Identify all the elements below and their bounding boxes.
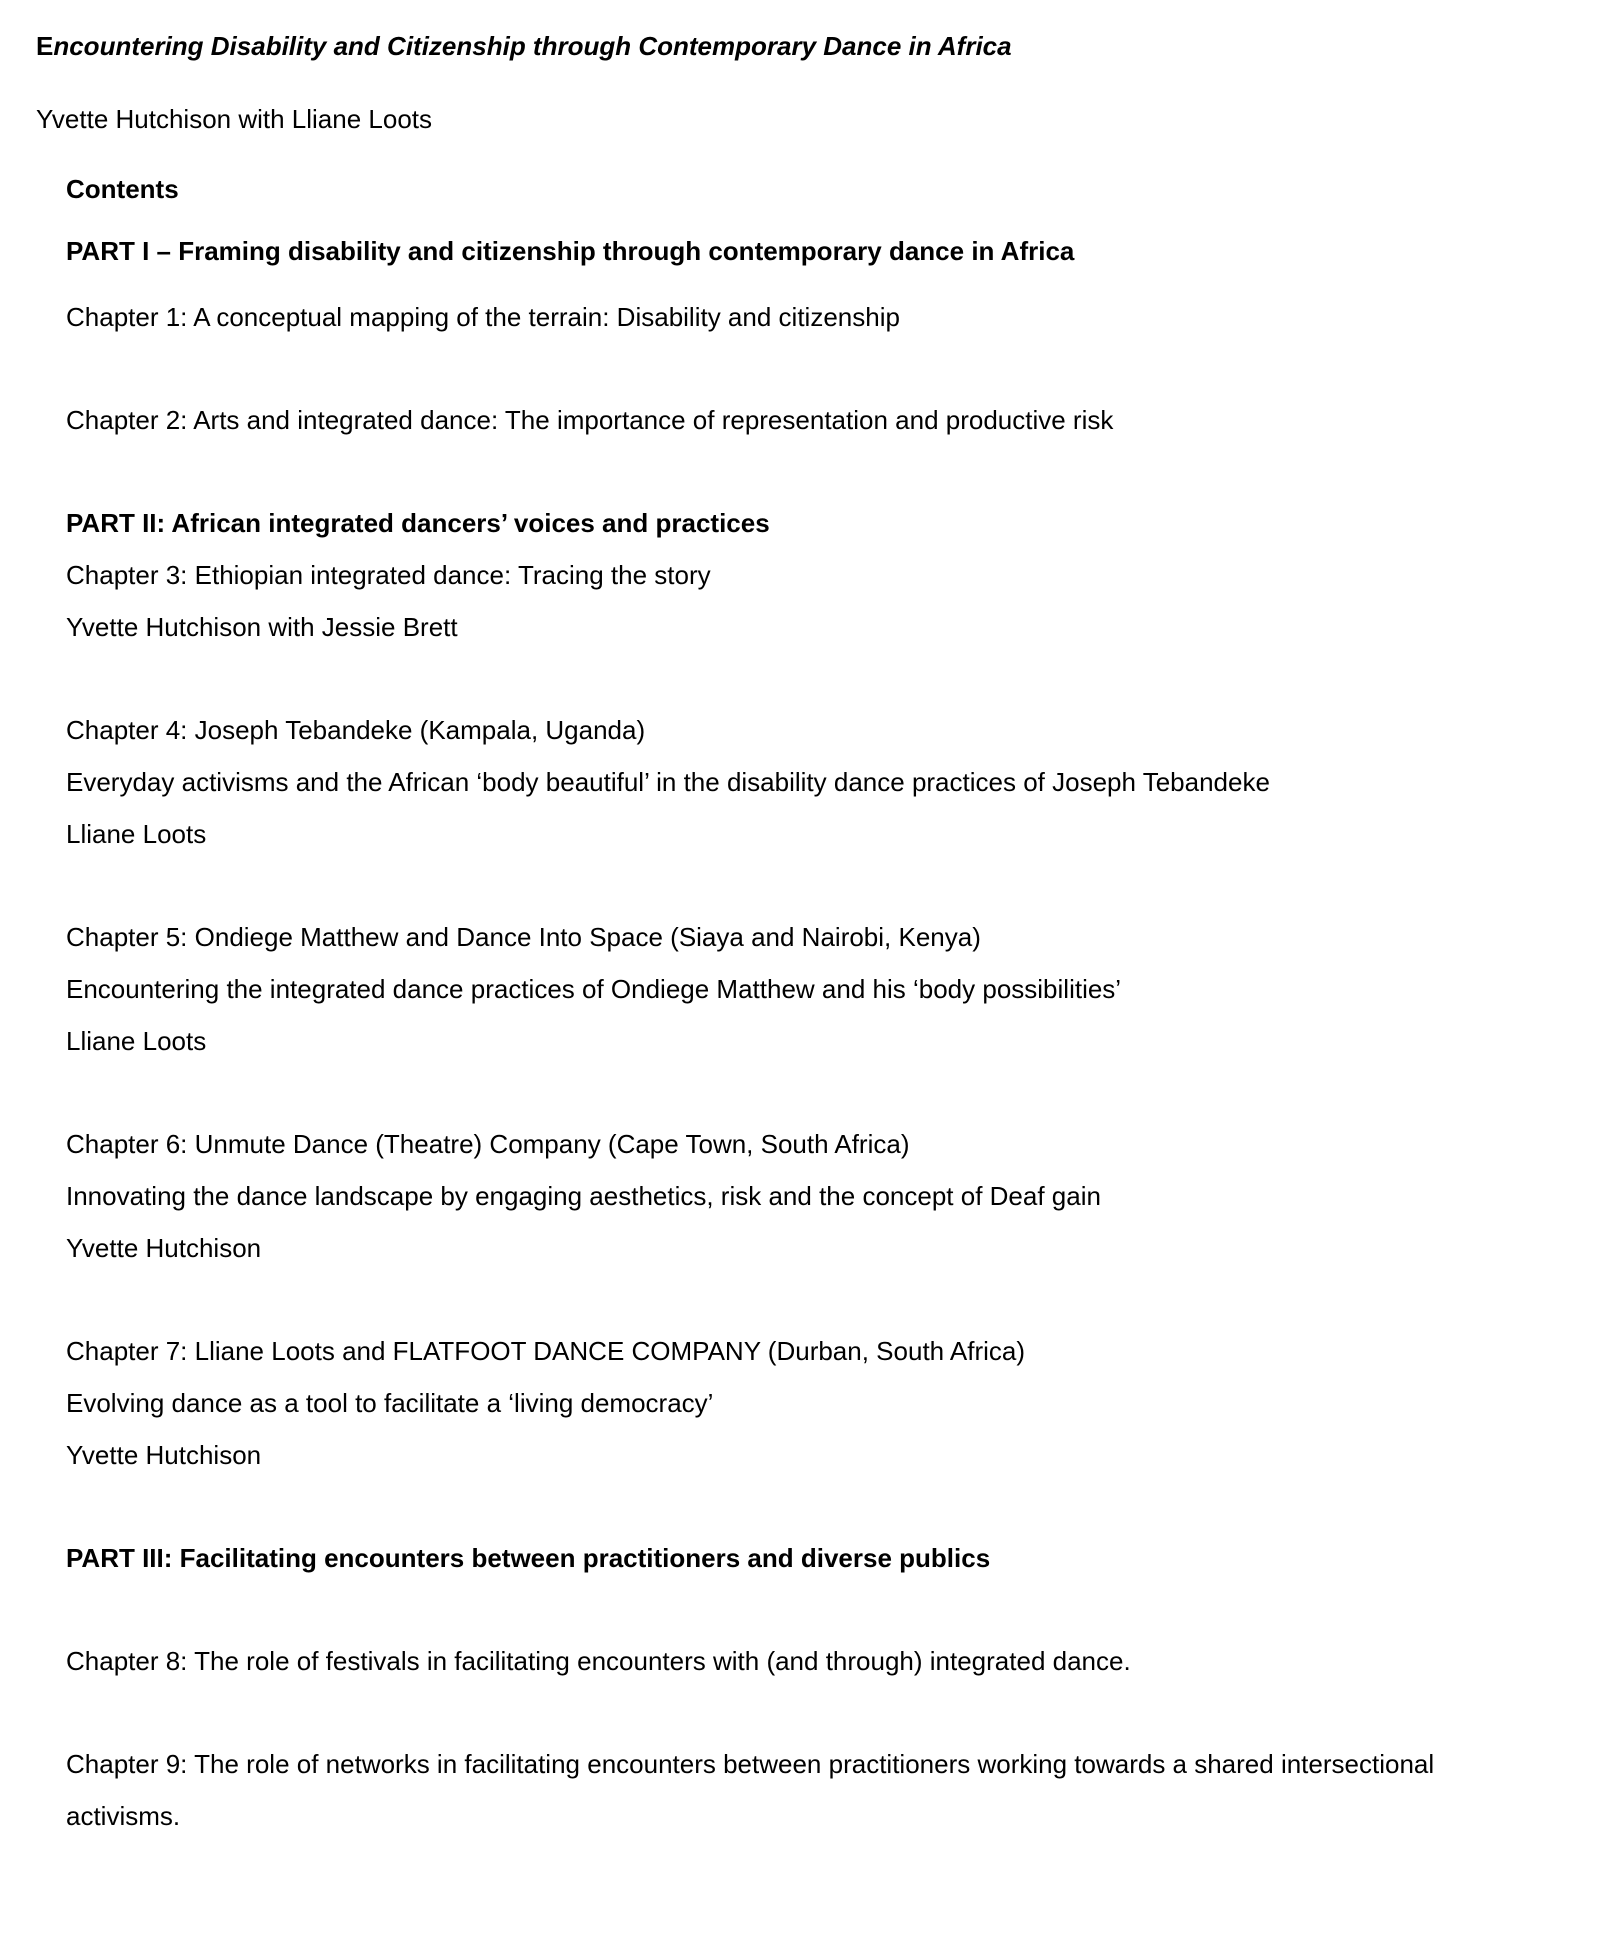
chapter-5-entry: Chapter 5: Ondiege Matthew and Dance Into Space (Siaya and Nairobi, Kenya) bbox=[66, 922, 981, 952]
chapter-2-entry: Chapter 2: Arts and integrated dance: The importance of representation and productive risk bbox=[66, 405, 1114, 435]
part-1-heading: PART I – Framing disability and citizenship through contemporary dance in Africa bbox=[66, 236, 1075, 266]
chapter-9-entry-line-1: Chapter 9: The role of networks in facilitating encounters between practitioners working towards a shared intersectional bbox=[66, 1749, 1435, 1779]
chapter-8-entry: Chapter 8: The role of festivals in facilitating encounters with (and through) integrated dance. bbox=[66, 1646, 1131, 1676]
chapter-5-subtitle: Encountering the integrated dance practices of Ondiege Matthew and his ‘body possibilities’ bbox=[66, 974, 1122, 1004]
book-byline: Yvette Hutchison with Lliane Loots bbox=[36, 104, 433, 134]
book-title bbox=[36, 20, 1580, 72]
chapter-3-entry: Chapter 3: Ethiopian integrated dance: Tracing the story bbox=[66, 560, 711, 590]
chapter-7-entry: Chapter 7: Lliane Loots and FLATFOOT DANCE COMPANY (Durban, South Africa) bbox=[66, 1336, 1026, 1366]
chapter-5-author: Lliane Loots bbox=[66, 1026, 207, 1056]
chapter-7-subtitle: Evolving dance as a tool to facilitate a ‘living democracy’ bbox=[66, 1388, 714, 1418]
book-title-rest: ncountering Disability and Citizenship through Contemporary Dance in Africa bbox=[53, 31, 1012, 61]
chapter-6-entry: Chapter 6: Unmute Dance (Theatre) Company (Cape Town, South Africa) bbox=[66, 1129, 910, 1159]
document-page bbox=[36, 20, 1580, 1842]
chapter-3-author: Yvette Hutchison with Jessie Brett bbox=[66, 612, 458, 642]
part-2-heading: PART II: African integrated dancers’ voices and practices bbox=[66, 508, 770, 538]
chapter-4-subtitle: Everyday activisms and the African ‘body beautiful’ in the disability dance practices of Joseph Tebandeke bbox=[66, 767, 1270, 797]
contents-heading: Contents bbox=[66, 174, 179, 204]
part-3-heading: PART III: Facilitating encounters between practitioners and diverse publics bbox=[66, 1543, 991, 1573]
chapter-6-author: Yvette Hutchison bbox=[66, 1233, 262, 1263]
chapter-4-author: Lliane Loots bbox=[66, 819, 207, 849]
book-title-lead: E bbox=[36, 31, 54, 61]
chapter-4-entry: Chapter 4: Joseph Tebandeke (Kampala, Uganda) bbox=[66, 715, 646, 745]
chapter-7-author: Yvette Hutchison bbox=[66, 1440, 262, 1470]
chapter-9-entry-line-2: activisms. bbox=[66, 1801, 181, 1831]
chapter-1-entry: Chapter 1: A conceptual mapping of the terrain: Disability and citizenship bbox=[66, 302, 900, 332]
chapter-6-subtitle: Innovating the dance landscape by engaging aesthetics, risk and the concept of Deaf gain bbox=[66, 1181, 1101, 1211]
